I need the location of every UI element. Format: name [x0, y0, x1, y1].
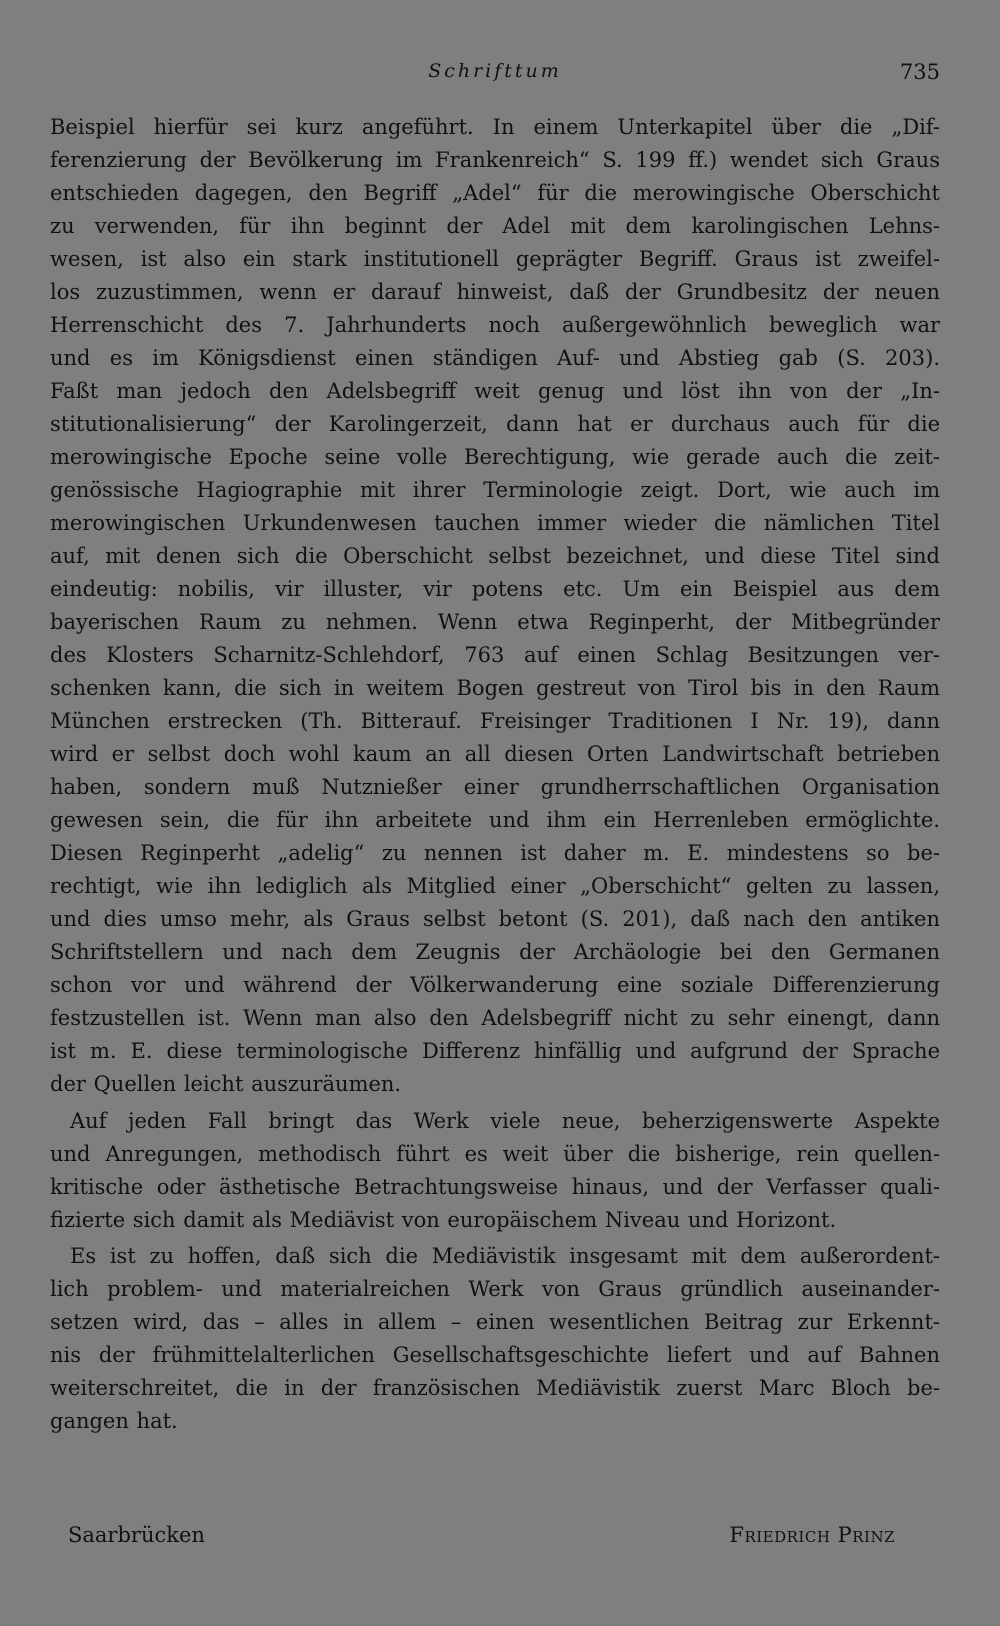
text-line: und Anregungen, methodisch führt es weit über die bisherige, rein quellen- — [50, 1142, 940, 1166]
text-line: kritische oder ästhetische Betrachtungsweise hinaus, und der Verfasser quali- — [50, 1175, 940, 1199]
text-line: schon vor und während der Völkerwanderung eine soziale Differenzierung — [50, 973, 940, 997]
text-line: München erstrecken (Th. Bitterauf. Freisinger Traditionen I Nr. 19), dann — [50, 709, 940, 733]
text-line: Beispiel hierfür sei kurz angeführt. In einem Unterkapitel über die „Dif- — [50, 115, 940, 139]
text-line: lich problem- und materialreichen Werk von Graus gründlich auseinander- — [50, 1277, 940, 1301]
text-line: Herrenschicht des 7. Jahrhunderts noch außergewöhnlich beweglich war — [50, 313, 940, 337]
text-line: weiterschreitet, die in der französischen Mediävistik zuerst Marc Bloch be- — [50, 1376, 940, 1400]
text-line: wesen, ist also ein stark institutionell geprägter Begriff. Graus ist zweifel- — [50, 247, 940, 271]
text-line: eindeutig: nobilis, vir illuster, vir potens etc. Um ein Beispiel aus dem — [50, 577, 940, 601]
text-line: und es im Königsdienst einen ständigen Auf- und Abstieg gab (S. 203). — [50, 346, 940, 370]
text-line: nis der frühmittelalterlichen Gesellschaftsgeschichte liefert und auf Bahnen — [50, 1343, 940, 1367]
text-line: haben, sondern muß Nutznießer einer grundherrschaftlichen Organisation — [50, 775, 940, 799]
text-line: fizierte sich damit als Mediävist von europäischem Niveau und Horizont. — [50, 1208, 837, 1232]
text-line: Es ist zu hoffen, daß sich die Mediävistik insgesamt mit dem außerordent- — [70, 1244, 940, 1268]
text-line: der Quellen leicht auszuräumen. — [50, 1072, 402, 1096]
text-line: Auf jeden Fall bringt das Werk viele neue, beherzigenswerte Aspekte — [70, 1109, 940, 1133]
running-title: Schrifttum — [428, 60, 562, 82]
text-line: Faßt man jedoch den Adelsbegriff weit genug und löst ihn von der „In- — [50, 379, 940, 403]
text-line: merowingische Epoche seine volle Berechtigung, wie gerade auch die zeit- — [50, 445, 940, 469]
text-line: gewesen sein, die für ihn arbeitete und ihm ein Herrenleben ermöglichte. — [50, 808, 940, 832]
text-line: ferenzierung der Bevölkerung im Frankenreich“ S. 199 ff.) wendet sich Graus — [50, 148, 940, 172]
text-line: bayerischen Raum zu nehmen. Wenn etwa Reginperht, der Mitbegründer — [50, 610, 940, 634]
text-line: setzen wird, das – alles in allem – einen wesentlichen Beitrag zur Erkennt- — [50, 1310, 940, 1334]
text-line: stitutionalisierung“ der Karolingerzeit, dann hat er durchaus auch für die — [50, 412, 940, 436]
text-line: und dies umso mehr, als Graus selbst betont (S. 201), daß nach den antiken — [50, 907, 940, 931]
text-line: wird er selbst doch wohl kaum an all diesen Orten Landwirtschaft betrieben — [50, 742, 940, 766]
text-line: los zuzustimmen, wenn er darauf hinweist, daß der Grundbesitz der neuen — [50, 280, 940, 304]
text-line: Diesen Reginperht „adelig“ zu nennen ist daher m. E. mindestens so be- — [50, 841, 940, 865]
text-line: schenken kann, die sich in weitem Bogen gestreut von Tirol bis in den Raum — [50, 676, 940, 700]
signature-place: Saarbrücken — [68, 1523, 205, 1547]
text-line: rechtigt, wie ihn lediglich als Mitglied einer „Oberschicht“ gelten zu lassen, — [50, 874, 940, 898]
text-line: entschieden dagegen, den Begriff „Adel“ für die merowingische Oberschicht — [50, 181, 940, 205]
signature-author: Friedrich Prinz — [729, 1523, 895, 1547]
text-line: festzustellen ist. Wenn man also den Adelsbegriff nicht zu sehr einengt, dann — [50, 1006, 940, 1030]
text-line: des Klosters Scharnitz-Schlehdorf, 763 auf einen Schlag Besitzungen ver- — [50, 643, 940, 667]
text-line: gangen hat. — [50, 1409, 178, 1433]
text-line: auf, mit denen sich die Oberschicht selbst bezeichnet, und diese Titel sind — [50, 544, 940, 568]
text-line: ist m. E. diese terminologische Differenz hinfällig und aufgrund der Sprache — [50, 1039, 940, 1063]
text-line: merowingischen Urkundenwesen tauchen immer wieder die nämlichen Titel — [50, 511, 940, 535]
text-line: zu verwenden, für ihn beginnt der Adel mit dem karolingischen Lehns- — [50, 214, 940, 238]
text-line: genössische Hagiographie mit ihrer Terminologie zeigt. Dort, wie auch im — [50, 478, 940, 502]
page-number: 735 — [899, 60, 940, 84]
page-header — [50, 60, 940, 90]
text-line: Schriftstellern und nach dem Zeugnis der Archäologie bei den Germanen — [50, 940, 940, 964]
